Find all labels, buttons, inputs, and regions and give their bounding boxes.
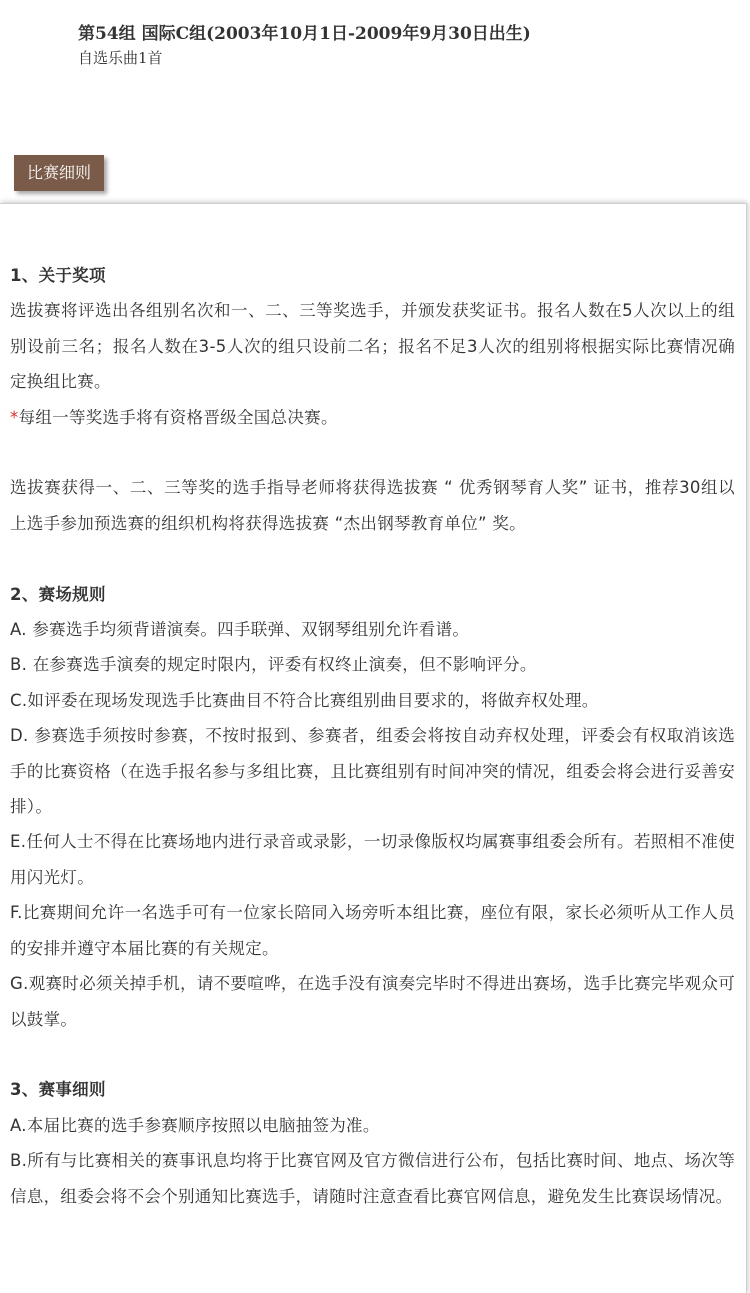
asterisk-mark: * (10, 407, 19, 427)
event-rules-heading: 3、赛事细则 (10, 1080, 106, 1100)
venue-rule-item: C.如评委在现场发现选手比赛曲目不符合比赛组别曲目要求的，将做弃权处理。 (10, 690, 599, 710)
teacher-award-paragraph: 选拔赛获得一、二、三等奖的选手指导老师将获得选拔赛 “ 优秀钢琴育人奖” 证书，推荐30组以上选手参加预选赛的组织机构将获得选拔赛 “杰出钢琴教育单位” 奖。 (10, 478, 735, 533)
event-rule-item: B.所有与比赛相关的赛事讯息均将于比赛官网及官方微信进行公布，包括比赛时间、地点、场次等信息，组委会将不会个别通知比赛选手，请随时注意查看比赛官网信息，避免发生比赛误场情况。 (10, 1151, 735, 1206)
awards-note-text: 每组一等奖选手将有资格晋级全国总决赛。 (18, 407, 338, 427)
venue-rule-item: E.任何人士不得在比赛场地内进行录音或录影，一切录像版权均属赛事组委会所有。若照相不准使用闪光灯。 (10, 832, 735, 887)
venue-rule-item: F.比赛期间允许一名选手可有一位家长陪同入场旁听本组比赛，座位有限，家长必须听从工作人员的安排并遵守本届比赛的有关规定。 (10, 903, 735, 958)
group-title: 第54组 国际C组(2003年10月1日-2009年9月30日出生) (78, 24, 531, 44)
spacer (10, 541, 735, 576)
event-rule-item: A.本届比赛的选手参赛顺序按照以电脑抽签为准。 (10, 1115, 380, 1135)
spacer (10, 1037, 735, 1072)
awards-note (10, 400, 735, 435)
group-subtitle: 自选乐曲1首 (78, 49, 163, 67)
awards-heading: 1、关于奖项 (10, 266, 106, 285)
section-tab-rules: 比赛细则 (14, 155, 104, 191)
venue-rule-item: B. 在参赛选手演奏的规定时限内，评委有权终止演奏，但不影响评分。 (10, 655, 537, 675)
venue-rule-item: A. 参赛选手均须背谱演奏。四手联弹、双钢琴组别允许看谱。 (10, 620, 470, 640)
group-info (78, 22, 531, 69)
spacer (10, 435, 735, 470)
rules-content (10, 258, 735, 1214)
venue-rule-item: D. 参赛选手须按时参赛，不按时报到、参赛者，组委会将按自动弃权处理，评委会有权取消该选手的比赛资格（在选手报名参与多组比赛，且比赛组别有时间冲突的情况，组委会将会进行妥善安排）。 (10, 726, 735, 817)
awards-paragraph: 选拔赛将评选出各组别名次和一、二、三等奖选手，并颁发获奖证书。报名人数在5人次以上的组别设前三名；报名人数在3-5人次的组只设前二名；报名不足3人次的组别将根据实际比赛情况确定换组比赛。 (10, 301, 735, 392)
venue-rule-item: G.观赛时必须关掉手机，请不要喧哗，在选手没有演奏完毕时不得进出赛场，选手比赛完毕观众可以鼓掌。 (10, 974, 735, 1029)
venue-rules-heading: 2、赛场规则 (10, 584, 106, 604)
